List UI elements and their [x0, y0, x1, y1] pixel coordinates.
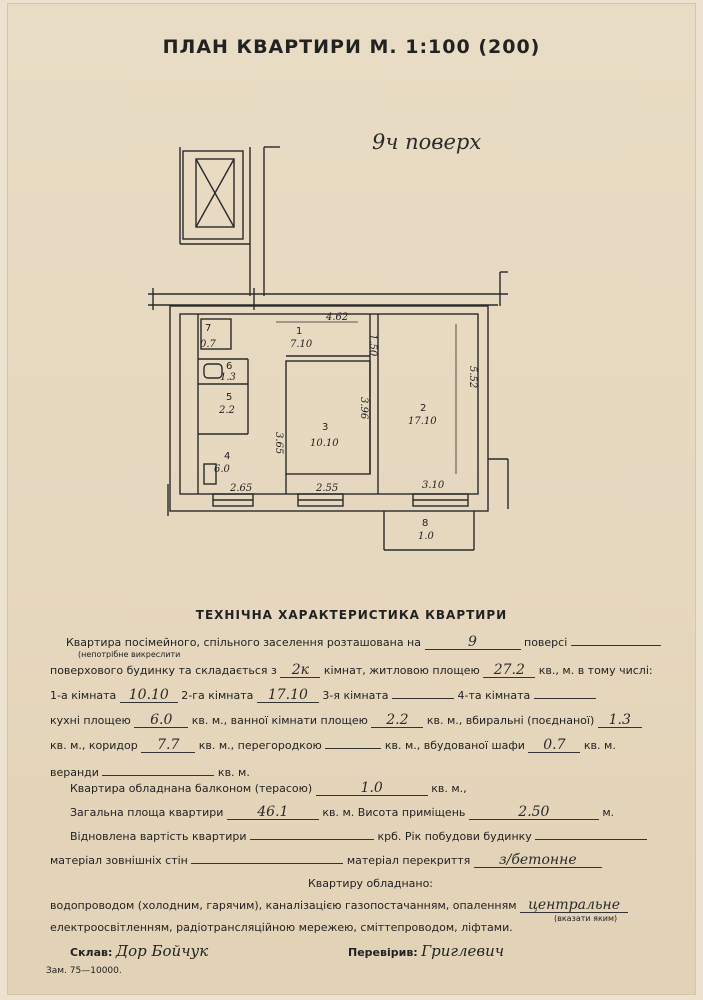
- form-row-rooms: поверхового будинку та складається з 2к кімнат, житловою площею 27.2 кв., м. в тому числі:: [50, 662, 653, 678]
- total-area-value: 46.1: [227, 806, 319, 820]
- room-3-number: 3: [322, 422, 329, 433]
- corridor-value: 7.7: [141, 739, 195, 753]
- dim-2-65: 2.65: [230, 483, 253, 494]
- equipped-heading: Квартиру обладнано:: [308, 877, 434, 890]
- document-sheet: [8, 4, 695, 994]
- form-row-room-areas: 1-а кімната 10.10 2-га кімната 17.10 3-я кімната 4-та кімната: [50, 689, 596, 703]
- room-6-area: 1.3: [220, 372, 236, 383]
- ceiling-material-value: з/бетонне: [474, 854, 602, 868]
- balcony-value: 1.0: [316, 782, 428, 796]
- form-row-veranda: веранди кв. м.: [50, 766, 250, 779]
- closet-value: 0.7: [528, 739, 580, 753]
- dim-1-50: 1.50: [367, 334, 378, 357]
- form-row-cost: Відновлена вартість квартири крб. Рік побудови будинку: [70, 830, 647, 843]
- room-7-number: 7: [205, 323, 212, 334]
- room-5-number: 5: [226, 392, 233, 403]
- room-2-area: 17.10: [408, 416, 437, 427]
- floor-plan: [8, 4, 695, 564]
- room-1-number: 1: [296, 326, 303, 337]
- room-3-area: 10.10: [310, 438, 339, 449]
- heating-value: центральне: [520, 899, 628, 913]
- room-5-area: 2.2: [219, 405, 235, 416]
- form-row-kitchen: кухні площею 6.0 кв. м., ванної кімнати площею 2.2 кв. м., вбиральні (поєднаної) 1.3: [50, 714, 642, 728]
- room-7-area: 0.7: [200, 339, 216, 350]
- floor-note: 9ч поверх: [372, 130, 482, 154]
- form-row-corridor: кв. м., коридор 7.7 кв. м., перегородкою кв. м., вбудованої шафи 0.7 кв. м.: [50, 737, 616, 753]
- dim-3-65: 3.65: [273, 432, 284, 455]
- room-2-number: 2: [420, 403, 427, 414]
- room-8-number: 8: [422, 518, 429, 529]
- room-4-area: 6.0: [214, 464, 230, 475]
- form-row-services: електроосвітленням, радіотрансляційною мережею, сміттепроводом, ліфтами.: [50, 921, 513, 934]
- bath-value: 2.2: [371, 714, 423, 728]
- living-area: 27.2: [483, 664, 535, 678]
- height-value: 2.50: [469, 806, 599, 820]
- composed-by: Склав: Дор Бойчук: [70, 942, 209, 960]
- form-row-total: Загальна площа квартири 46.1 кв. м. Висота приміщень 2.50 м.: [70, 804, 615, 820]
- strike-note: (непотрібне викреслити: [78, 650, 181, 659]
- dim-4-62: 4.62: [326, 312, 349, 323]
- dim-5-52: 5.52: [467, 366, 478, 389]
- composed-signature: Дор Бойчук: [115, 942, 209, 960]
- rooms-count: 2к: [280, 664, 320, 678]
- dim-2-55: 2.55: [316, 483, 339, 494]
- checked-signature: Григлевич: [421, 942, 505, 960]
- footer-order: Зам. 75—10000.: [46, 966, 122, 976]
- room-6-number: 6: [226, 361, 233, 372]
- room-1-value: 10.10: [120, 689, 178, 703]
- form-row-utilities: водопроводом (холодним, гарячим), каналізацією газопостачанням, опаленням центральне: [50, 899, 628, 913]
- wc-value: 1.3: [598, 714, 642, 728]
- room-4-number: 4: [224, 451, 231, 462]
- dim-3-96: 3.96: [358, 397, 369, 420]
- section-title: ТЕХНІЧНА ХАРАКТЕРИСТИКА КВАРТИРИ: [195, 608, 508, 622]
- form-row-materials: матеріал зовнішніх стін матеріал перекриття з/бетонне: [50, 854, 602, 868]
- room-2-value: 17.10: [257, 689, 319, 703]
- room-8-area: 1.0: [418, 531, 434, 542]
- heating-note: (вказати яким): [554, 914, 618, 923]
- form-row-balcony: Квартира обладнана балконом (терасою) 1.0 кв. м.,: [70, 780, 467, 796]
- checked-by: Перевірив: Григлевич: [348, 942, 505, 960]
- room-1-area: 7.10: [290, 339, 313, 350]
- form-row-floor: Квартира посімейного, спільного заселення розташована на 9 поверсі: [66, 636, 661, 650]
- kitchen-value: 6.0: [134, 714, 188, 728]
- page-title: ПЛАН КВАРТИРИ М. 1:100 (200): [162, 36, 541, 58]
- floor-value: 9: [425, 636, 521, 650]
- dim-3-10: 3.10: [422, 480, 445, 491]
